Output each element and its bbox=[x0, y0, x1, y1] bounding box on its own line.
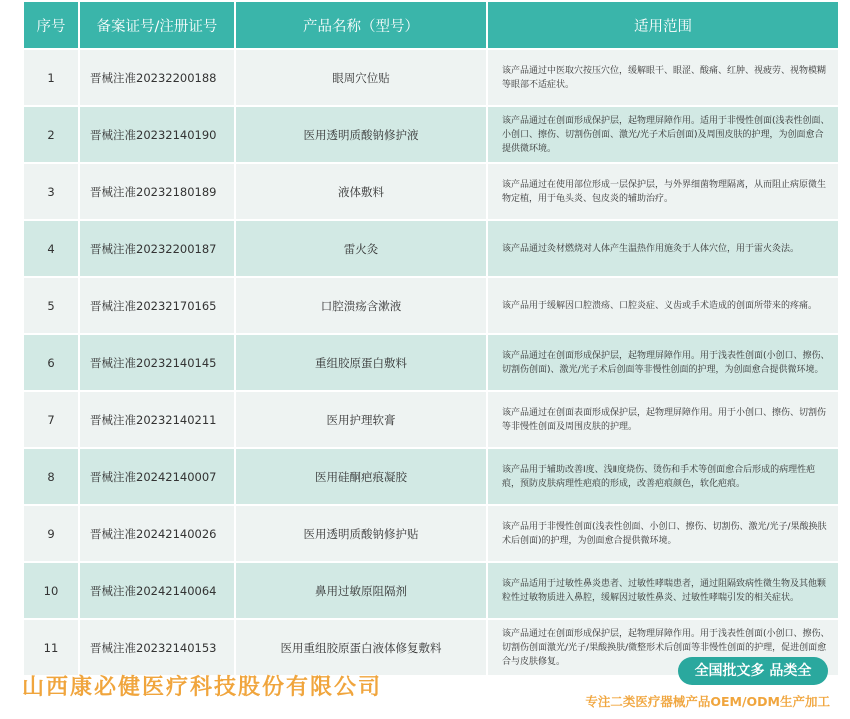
row-index: 10 bbox=[24, 563, 78, 618]
row-registration: 晋械注准20232180189 bbox=[80, 164, 234, 219]
table-row bbox=[24, 164, 838, 219]
table-row bbox=[24, 392, 838, 447]
row-index: 3 bbox=[24, 164, 78, 219]
table-row bbox=[24, 107, 838, 162]
row-scope: 该产品通过在创面形成保护层，起物理屏障作用。用于浅表性创面(小创口、擦伤、切割伤创面)、激光/光子术后创面等非慢性创面的护理，为创面愈合提供微环境。 bbox=[488, 335, 838, 390]
feature-badge: 全国批文多 品类全 bbox=[678, 657, 828, 685]
row-product-name: 鼻用过敏原阻隔剂 bbox=[236, 563, 486, 618]
row-scope: 该产品通过在创面形成保护层，起物理屏障作用。适用于非慢性创面(浅表性创面、小创口、擦伤、切割伤创面、激光/光子术后创面)及周围皮肤的护理，为创面愈合提供微环境。 bbox=[488, 107, 838, 162]
row-index: 11 bbox=[24, 620, 78, 675]
row-scope: 该产品通过在创面形成保护层，起物理屏障作用。用于浅表性创面(小创口、擦伤、切割伤创面激光/光子/果酸换肤/微整形术后创面等非慢性创面的护理，促进创面愈合与皮肤修复。 bbox=[488, 620, 838, 675]
row-index: 5 bbox=[24, 278, 78, 333]
row-registration: 晋械注准20232140190 bbox=[80, 107, 234, 162]
row-product-name: 医用重组胶原蛋白液体修复敷料 bbox=[236, 620, 486, 675]
header-index: 序号 bbox=[24, 2, 78, 48]
table-header-row bbox=[24, 2, 838, 48]
row-registration: 晋械注准20232200188 bbox=[80, 50, 234, 105]
row-index: 8 bbox=[24, 449, 78, 504]
row-registration: 晋械注准20232170165 bbox=[80, 278, 234, 333]
table-row bbox=[24, 563, 838, 618]
header-scope: 适用范围 bbox=[488, 2, 838, 48]
row-registration: 晋械注准20242140026 bbox=[80, 506, 234, 561]
row-product-name: 眼周穴位贴 bbox=[236, 50, 486, 105]
row-index: 4 bbox=[24, 221, 78, 276]
row-scope: 该产品适用于过敏性鼻炎患者、过敏性哮喘患者，通过阻隔致病性微生物及其他颗粒性过敏物质进入鼻腔，缓解因过敏性鼻炎、过敏性哮喘引发的相关症状。 bbox=[488, 563, 838, 618]
table-row bbox=[24, 506, 838, 561]
row-scope: 该产品用于缓解因口腔溃疡、口腔炎症、义齿或手术造成的创面所带来的疼痛。 bbox=[488, 278, 838, 333]
company-name: 山西康必健医疗科技股份有限公司 bbox=[22, 675, 383, 700]
table-row bbox=[24, 449, 838, 504]
row-scope: 该产品用于非慢性创面(浅表性创面、小创口、擦伤、切割伤、激光/光子/果酸换肤术后创面)的护理，为创面愈合提供微环境。 bbox=[488, 506, 838, 561]
table-row bbox=[24, 221, 838, 276]
row-scope: 该产品通过在创面表面形成保护层，起物理屏障作用。用于小创口、擦伤、切割伤等非慢性创面及周围皮肤的护理。 bbox=[488, 392, 838, 447]
row-index: 7 bbox=[24, 392, 78, 447]
row-scope: 该产品通过灸材燃烧对人体产生温热作用施灸于人体穴位，用于雷火灸法。 bbox=[488, 221, 838, 276]
table-row bbox=[24, 278, 838, 333]
header-product: 产品名称（型号） bbox=[236, 2, 486, 48]
row-index: 9 bbox=[24, 506, 78, 561]
row-registration: 晋械注准20232140211 bbox=[80, 392, 234, 447]
row-product-name: 液体敷料 bbox=[236, 164, 486, 219]
table-body bbox=[24, 50, 838, 675]
row-index: 1 bbox=[24, 50, 78, 105]
tagline: 专注二类医疗器械产品OEM/ODM生产加工 bbox=[585, 694, 830, 709]
row-registration: 晋械注准20242140007 bbox=[80, 449, 234, 504]
row-product-name: 口腔溃疡含漱液 bbox=[236, 278, 486, 333]
table-row bbox=[24, 335, 838, 390]
row-product-name: 医用硅酮疤痕凝胶 bbox=[236, 449, 486, 504]
row-product-name: 医用护理软膏 bbox=[236, 392, 486, 447]
header-registration: 备案证号/注册证号 bbox=[80, 2, 234, 48]
table-row bbox=[24, 50, 838, 105]
row-registration: 晋械注准20232200187 bbox=[80, 221, 234, 276]
row-product-name: 医用透明质酸钠修护液 bbox=[236, 107, 486, 162]
row-product-name: 医用透明质酸钠修护贴 bbox=[236, 506, 486, 561]
product-table-container bbox=[22, 0, 830, 677]
row-registration: 晋械注准20232140153 bbox=[80, 620, 234, 675]
row-product-name: 重组胶原蛋白敷料 bbox=[236, 335, 486, 390]
row-registration: 晋械注准20242140064 bbox=[80, 563, 234, 618]
row-index: 2 bbox=[24, 107, 78, 162]
row-scope: 该产品通过在使用部位形成一层保护层，与外界细菌物理隔离，从而阻止病原微生物定植，用于龟头炎、包皮炎的辅助治疗。 bbox=[488, 164, 838, 219]
row-registration: 晋械注准20232140145 bbox=[80, 335, 234, 390]
row-product-name: 雷火灸 bbox=[236, 221, 486, 276]
row-scope: 该产品用于辅助改善Ⅰ度、浅Ⅱ度烧伤、烫伤和手术等创面愈合后形成的病理性疤痕，预防皮肤病理性疤痕的形成，改善疤痕颜色，软化疤痕。 bbox=[488, 449, 838, 504]
row-scope: 该产品通过中医取穴按压穴位，缓解眼干、眼涩、酸痛、红肿、视疲劳、视物模糊等眼部不适症状。 bbox=[488, 50, 838, 105]
product-table bbox=[22, 0, 840, 677]
row-index: 6 bbox=[24, 335, 78, 390]
